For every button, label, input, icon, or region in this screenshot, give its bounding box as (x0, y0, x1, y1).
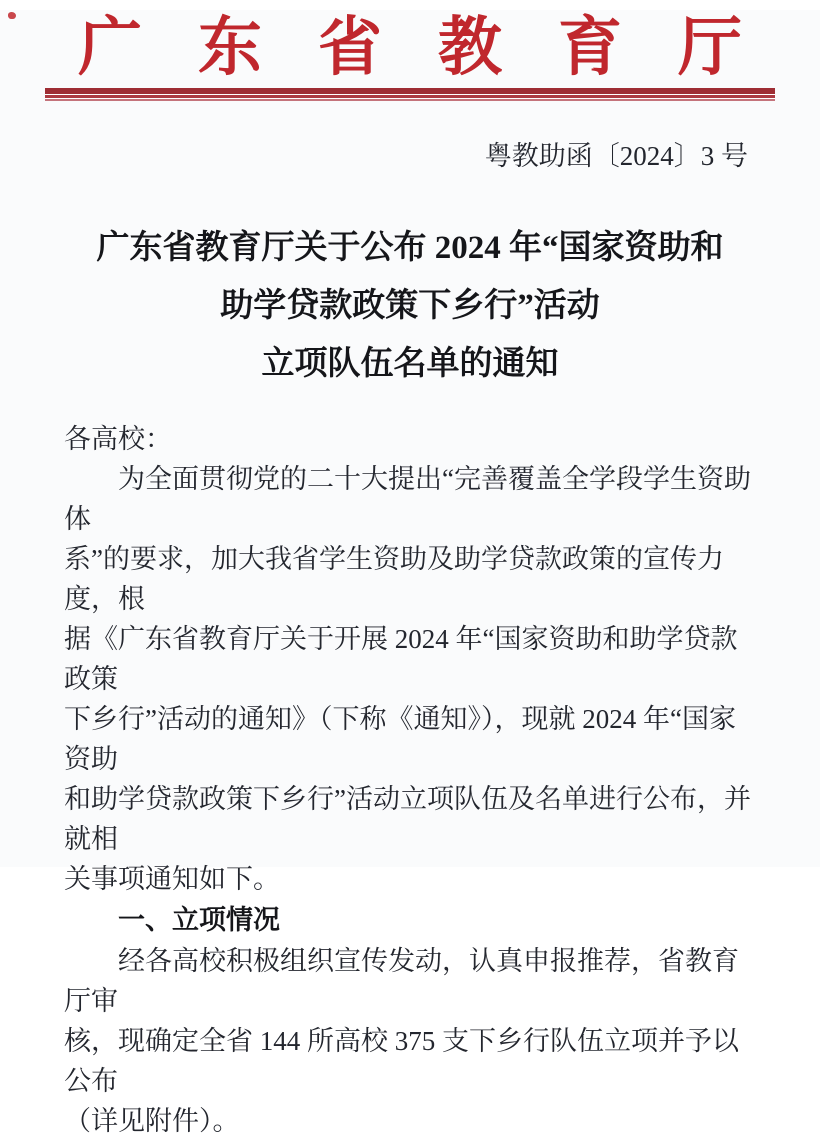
body-line: 系”的要求，加大我省学生资助及助学贷款政策的宣传力度，根 (64, 544, 724, 614)
body-line: 和助学贷款政策下乡行”活动立项队伍及名单进行公布，并就相 (64, 784, 751, 854)
body-line: 经各高校积极组织宣传发动，认真申报推荐，省教育厅审 (64, 946, 739, 1016)
title-line: 立项队伍名单的通知 (261, 346, 559, 382)
body-line: （详见附件）。 (64, 1106, 240, 1136)
document-number: 粤教助函〔2024〕3 号 (484, 141, 748, 171)
document-page (0, 10, 820, 1136)
paragraph-1 (64, 459, 756, 899)
body-line: 关事项通知如下。 (64, 864, 280, 894)
section-heading-1: 一、立项情况 (118, 905, 280, 935)
header-divider-rule (45, 88, 775, 101)
title-line: 助学贷款政策下乡行”活动 (220, 288, 600, 324)
document-body (64, 419, 756, 1141)
body-line: 为全面贯彻党的二十大提出“完善覆盖全学段学生资助体 (64, 464, 751, 534)
body-line: 核，现确定全省 144 所高校 375 支下乡行队伍立项并予以公布 (64, 1026, 739, 1096)
salutation: 各高校： (64, 424, 172, 454)
scan-artifact (8, 12, 16, 19)
paragraph-2 (64, 941, 756, 1141)
document-title (0, 219, 820, 393)
body-line: 下乡行”活动的通知》（下称《通知》），现就 2024 年“国家资助 (64, 704, 736, 774)
body-line: 据《广东省教育厅关于开展 2024 年“国家资助和助学贷款政策 (64, 624, 738, 694)
agency-header: 广东省教育厅 (78, 12, 798, 83)
title-line: 广东省教育厅关于公布 2024 年“国家资助和 (96, 230, 724, 266)
